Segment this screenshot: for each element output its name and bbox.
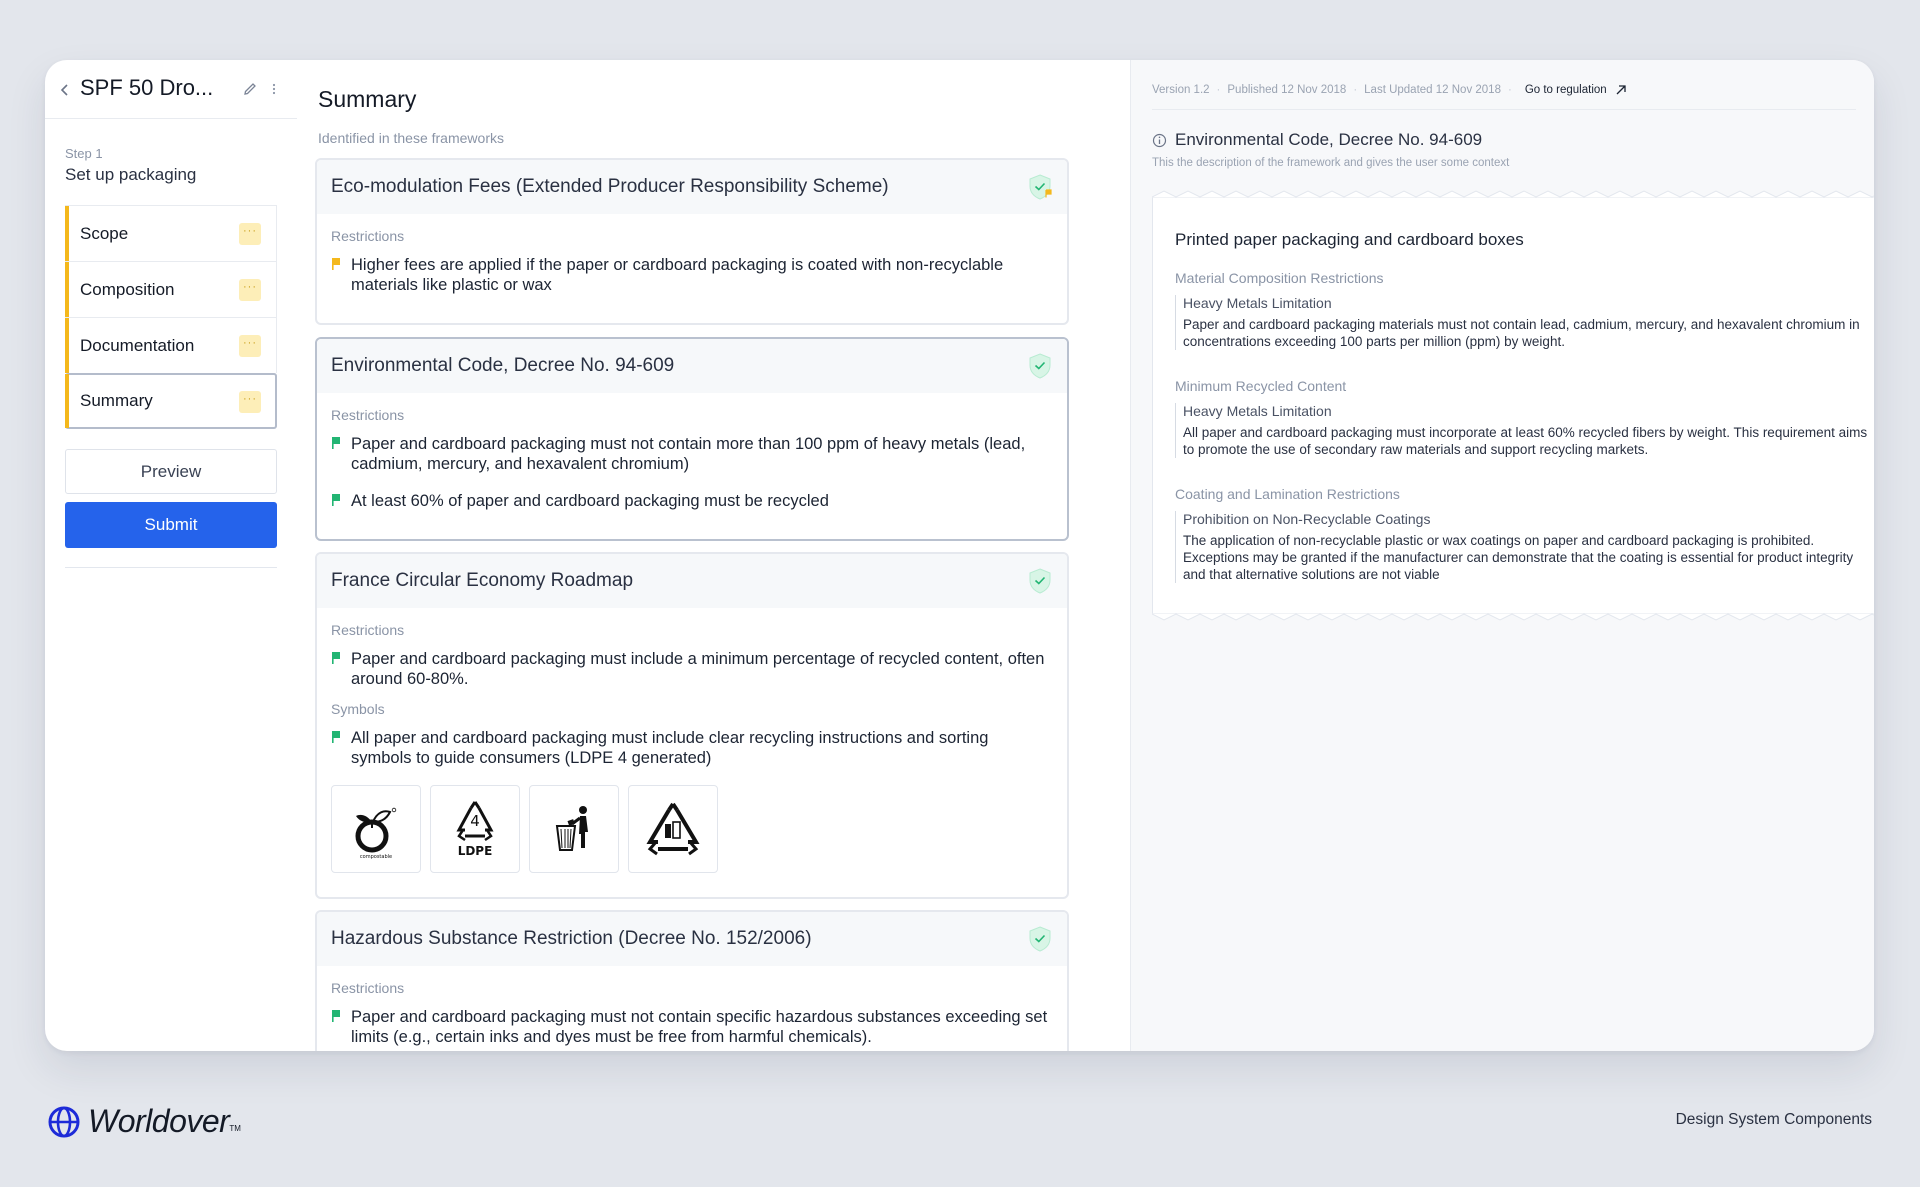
restriction-group bbox=[1175, 486, 1874, 583]
framework-heading bbox=[1152, 130, 1482, 150]
step-label: Scope bbox=[80, 223, 129, 243]
entry-text: The application of non-recyclable plastic or wax coatings on paper and cardboard packaging is prohibited. Exceptions may be granted if the manufacturer can demonstrate that the coating is essential for product integrity and that alternative solutions are not viable bbox=[1183, 533, 1854, 582]
framework-card[interactable] bbox=[315, 910, 1069, 1051]
updated-date: Last Updated 12 Nov 2018 bbox=[1364, 84, 1501, 96]
section-label: Restrictions bbox=[331, 980, 405, 996]
sidebar-header bbox=[45, 60, 297, 119]
recycle-triangle-icon bbox=[640, 796, 706, 862]
restriction-item bbox=[331, 728, 1051, 768]
shield-check-icon bbox=[1027, 352, 1053, 380]
symbol-tile[interactable] bbox=[529, 785, 619, 873]
compostable-caption: compostable bbox=[359, 854, 393, 860]
brand-logo bbox=[46, 1103, 241, 1140]
flag-green-icon bbox=[331, 652, 341, 664]
compostable-icon bbox=[346, 796, 406, 862]
group-label: Coating and Lamination Restrictions bbox=[1175, 486, 1400, 502]
restriction-item bbox=[331, 1007, 1051, 1047]
card-header[interactable] bbox=[317, 339, 1067, 393]
card-title: France Circular Economy Roadmap bbox=[331, 570, 634, 591]
step-item-scope[interactable] bbox=[65, 205, 277, 261]
footer-caption: Design System Components bbox=[1675, 1111, 1872, 1128]
restriction-text: Higher fees are applied if the paper or cardboard packaging is coated with non-recyclable materials like plastic or wax bbox=[351, 256, 1004, 294]
restriction-item bbox=[331, 491, 1051, 511]
step-label: Summary bbox=[80, 391, 153, 410]
card-header[interactable] bbox=[317, 554, 1067, 608]
more-horizontal-icon[interactable]: ··· bbox=[239, 335, 261, 357]
more-vertical-icon[interactable] bbox=[271, 81, 277, 97]
restriction-entry bbox=[1175, 403, 1874, 458]
flag-green-icon bbox=[331, 437, 341, 449]
document-title: SPF 50 Dro... bbox=[80, 75, 214, 100]
ldpe-number: 4 bbox=[470, 812, 480, 830]
page-title: Summary bbox=[318, 86, 417, 112]
pencil-icon[interactable] bbox=[242, 81, 258, 97]
restriction-item bbox=[331, 255, 1051, 295]
restriction-item bbox=[331, 434, 1051, 474]
ldpe-caption: LDPE bbox=[457, 844, 493, 858]
card-header[interactable] bbox=[317, 160, 1067, 214]
step-item-summary[interactable] bbox=[65, 373, 277, 429]
restriction-entry bbox=[1175, 511, 1874, 583]
step-label: Composition bbox=[80, 279, 175, 299]
framework-title: Environmental Code, Decree No. 94-609 bbox=[1175, 130, 1483, 149]
restriction-text: All paper and cardboard packaging must include clear recycling instructions and sorting symbols to guide consumers (LDPE 4 generated) bbox=[351, 729, 989, 767]
step-item-documentation[interactable] bbox=[65, 317, 277, 373]
flag-green-icon bbox=[331, 1010, 341, 1022]
torn-edge-top bbox=[1152, 188, 1874, 198]
flag-green-icon bbox=[331, 731, 341, 743]
framework-card[interactable] bbox=[315, 552, 1069, 899]
sidebar bbox=[45, 60, 297, 1051]
step-item-composition[interactable] bbox=[65, 261, 277, 317]
brand-trademark: TM bbox=[229, 1124, 241, 1133]
card-title: Hazardous Substance Restriction (Decree No. 152/2006) bbox=[331, 928, 812, 949]
entry-title: Prohibition on Non-Recyclable Coatings bbox=[1183, 511, 1431, 527]
flag-yellow-icon bbox=[331, 258, 341, 270]
restriction-text: Paper and cardboard packaging must not contain specific hazardous substances exceeding set limits (e.g., certain inks and dyes must be free from harmful chemicals). bbox=[351, 1008, 1048, 1046]
summary-panel bbox=[297, 60, 1130, 1051]
separator: · bbox=[1507, 84, 1512, 96]
restriction-text: Paper and cardboard packaging must not contain more than 100 ppm of heavy metals (lead, cadmium, mercury, and hexavalent chromium) bbox=[351, 435, 1026, 473]
entry-title: Heavy Metals Limitation bbox=[1183, 295, 1332, 311]
separator: · bbox=[1216, 84, 1221, 96]
version-meta bbox=[1152, 84, 1627, 96]
entry-text: Paper and cardboard packaging materials must not contain lead, cadmium, mercury, and hexavalent chromium in concentrations exceeding 100 parts per million (ppm) by weight. bbox=[1183, 317, 1860, 349]
tidyman-icon bbox=[544, 796, 604, 862]
shield-check-icon bbox=[1027, 567, 1053, 595]
document-sheet bbox=[1152, 198, 1874, 613]
regulation-document bbox=[1152, 188, 1874, 623]
section-label: Restrictions bbox=[331, 228, 405, 244]
version-label: Version 1.2 bbox=[1152, 84, 1210, 96]
card-title: Environmental Code, Decree No. 94-609 bbox=[331, 355, 675, 376]
go-to-regulation-link[interactable] bbox=[1525, 84, 1627, 96]
more-horizontal-icon[interactable]: ··· bbox=[239, 391, 261, 413]
entry-title: Heavy Metals Limitation bbox=[1183, 403, 1332, 419]
external-link-icon bbox=[1615, 84, 1627, 96]
card-title: Eco-modulation Fees (Extended Producer Responsibility Scheme) bbox=[331, 176, 889, 197]
group-label: Minimum Recycled Content bbox=[1175, 378, 1347, 394]
symbol-tile[interactable] bbox=[628, 785, 718, 873]
app-window bbox=[45, 60, 1874, 1051]
restriction-entry bbox=[1175, 295, 1874, 350]
entry-text: All paper and cardboard packaging must incorporate at least 60% recycled fibers by weight. This requirement aims to promote the use of secondary raw materials and support recycling markets. bbox=[1183, 425, 1868, 457]
separator: · bbox=[1353, 84, 1358, 96]
framework-description: This the description of the framework and gives the user some context bbox=[1152, 157, 1510, 169]
shield-check-flag-icon bbox=[1027, 173, 1053, 201]
published-date: Published 12 Nov 2018 bbox=[1227, 84, 1347, 96]
globe-icon bbox=[46, 1106, 82, 1138]
shield-check-icon bbox=[1027, 925, 1053, 953]
card-body bbox=[317, 393, 1067, 527]
info-icon[interactable] bbox=[1152, 133, 1167, 148]
group-label: Material Composition Restrictions bbox=[1175, 270, 1384, 286]
card-header[interactable] bbox=[317, 912, 1067, 966]
section-label: Restrictions bbox=[331, 407, 405, 423]
divider bbox=[1152, 109, 1856, 110]
restriction-group bbox=[1175, 378, 1874, 458]
restriction-text: At least 60% of paper and cardboard packaging must be recycled bbox=[351, 492, 829, 510]
ldpe-recycle-icon bbox=[445, 796, 505, 862]
framework-card[interactable] bbox=[315, 158, 1069, 325]
restriction-text: Paper and cardboard packaging must include a minimum percentage of recycled content, often around 60-80%. bbox=[351, 650, 1045, 688]
submit-button[interactable]: Submit bbox=[65, 502, 277, 548]
go-to-regulation-label: Go to regulation bbox=[1524, 84, 1607, 96]
more-horizontal-icon[interactable]: ··· bbox=[239, 279, 261, 301]
document-title: Printed paper packaging and cardboard boxes bbox=[1175, 230, 1524, 249]
step-label: Documentation bbox=[80, 335, 195, 355]
torn-edge-bottom bbox=[1152, 613, 1874, 623]
flag-green-icon bbox=[331, 494, 341, 506]
divider bbox=[65, 567, 277, 568]
symbol-tile[interactable] bbox=[430, 785, 520, 873]
section-label: Symbols bbox=[331, 701, 385, 717]
framework-card[interactable] bbox=[315, 337, 1069, 541]
symbol-tile[interactable] bbox=[331, 785, 421, 873]
step-number: Step 1 bbox=[65, 146, 103, 161]
card-body bbox=[317, 214, 1067, 311]
page-subtitle: Identified in these frameworks bbox=[318, 130, 504, 146]
step-title: Set up packaging bbox=[65, 165, 197, 184]
brand-name: Worldover bbox=[88, 1103, 230, 1139]
preview-button[interactable]: Preview bbox=[65, 449, 277, 494]
section-label: Restrictions bbox=[331, 622, 405, 638]
card-body bbox=[317, 608, 1067, 889]
chevron-left-icon[interactable] bbox=[59, 82, 71, 98]
card-body bbox=[317, 966, 1067, 1051]
symbol-list bbox=[331, 785, 1051, 873]
more-horizontal-icon[interactable]: ··· bbox=[239, 223, 261, 245]
detail-panel bbox=[1130, 60, 1874, 1051]
restriction-item bbox=[331, 649, 1051, 689]
restriction-group bbox=[1175, 270, 1874, 350]
step-list bbox=[65, 205, 277, 429]
